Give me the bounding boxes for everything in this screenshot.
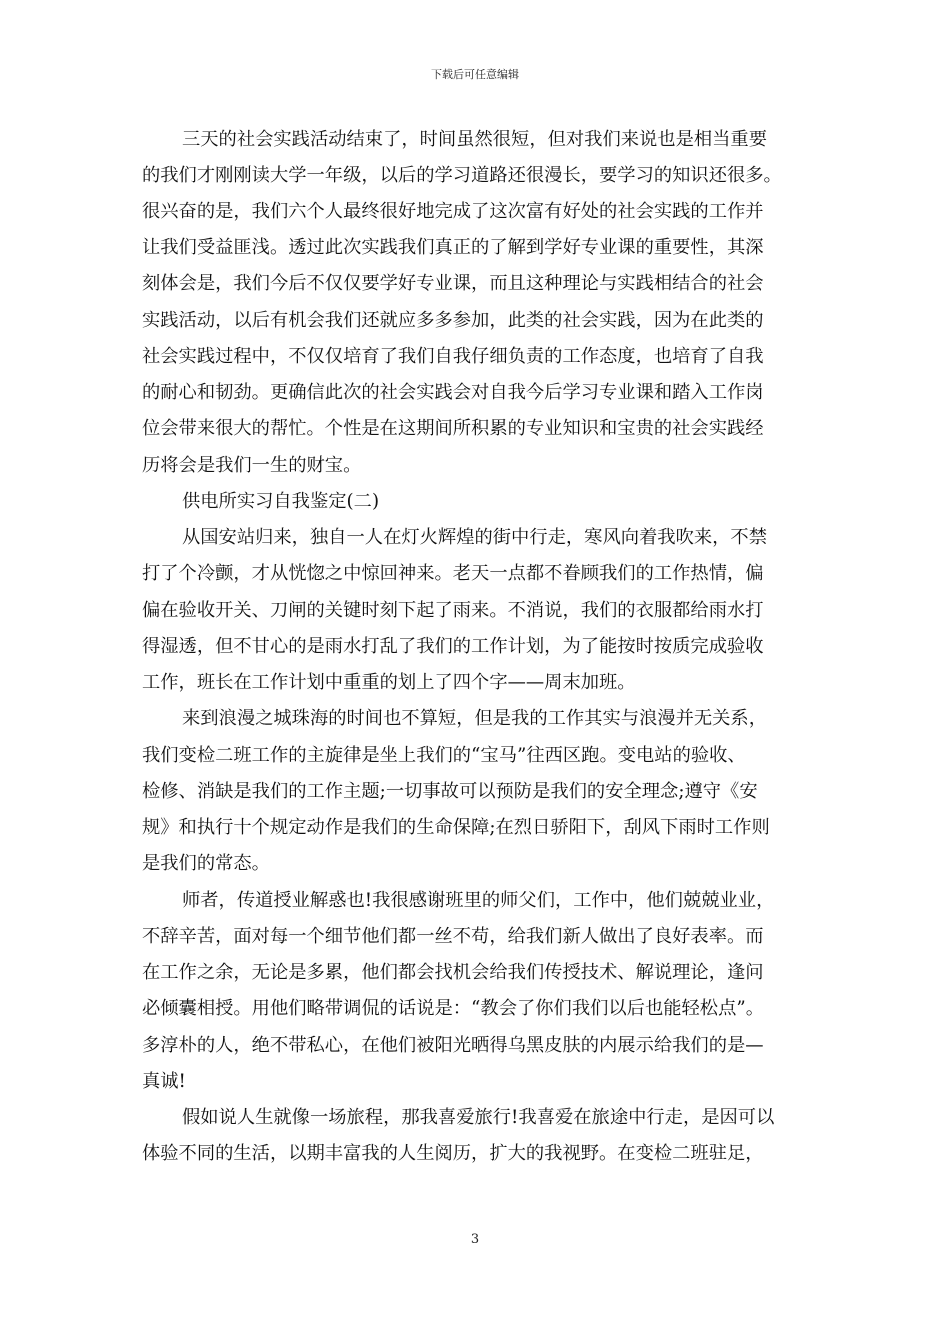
text-line: 刻体会是，我们今后不仅仅要学好专业课，而且这种理论与实践相结合的社会 (142, 273, 764, 294)
text-line: 位会带来很大的帮忙。个性是在这期间所积累的专业知识和宝贵的社会实践经 (142, 418, 764, 439)
page-header: 下载后可任意编辑 (431, 68, 519, 81)
text-line: 让我们受益匪浅。透过此次实践我们真正的了解到学好专业课的重要性，其深 (142, 237, 764, 258)
text-line: 体验不同的生活，以期丰富我的人生阅历，扩大的我视野。在变检二班驻足， (142, 1143, 764, 1164)
text-line: 真诚! (142, 1071, 186, 1092)
text-line: 工作，班长在工作计划中重重的划上了四个字——周末加班。 (142, 672, 636, 693)
text-line: 的耐心和韧劲。更确信此次的社会实践会对自我今后学习专业课和踏入工作岗 (142, 382, 764, 403)
text-line: 师者，传道授业解惑也!我很感谢班里的师父们，工作中，他们兢兢业业， (182, 890, 775, 911)
text-line: 必倾囊相授。用他们略带调侃的话说是：“教会了你们我们以后也能轻松点”。 (142, 998, 764, 1019)
text-line: 不辞辛苦，面对每一个细节他们都一丝不苟，给我们新人做出了良好表率。而 (142, 926, 764, 947)
text-line: 多淳朴的人，绝不带私心，在他们被阳光晒得乌黑皮肤的内展示给我们的是— (142, 1035, 764, 1056)
text-line: 得湿透，但不甘心的是雨水打乱了我们的工作计划，为了能按时按质完成验收 (142, 636, 764, 657)
text-line: 检修、消缺是我们的工作主题;一切事故可以预防是我们的安全理念;遵守《安 (142, 781, 758, 802)
text-line: 的我们才刚刚读大学一年级，以后的学习道路还很漫长，要学习的知识还很多。 (142, 165, 782, 186)
text-line: 是我们的常态。 (142, 853, 270, 874)
text-line: 偏在验收开关、刀闸的关键时刻下起了雨来。不消说，我们的衣服都给雨水打 (142, 600, 764, 621)
text-line: 很兴奋的是，我们六个人最终很好地完成了这次富有好处的社会实践的工作并 (142, 201, 764, 222)
section-heading: 供电所实习自我鉴定(二) (182, 491, 380, 512)
text-line: 来到浪漫之城珠海的时间也不算短，但是我的工作其实与浪漫并无关系， (182, 708, 767, 729)
text-line: 我们变检二班工作的主旋律是坐上我们的“宝马”往西区跑。变电站的验收、 (142, 745, 746, 766)
text-line: 在工作之余，无论是多累，他们都会找机会给我们传授技术、解说理论，逢问 (142, 962, 764, 983)
text-line: 打了个冷颤，才从恍惚之中惊回神来。老天一点都不眷顾我们的工作热情，偏 (142, 563, 764, 584)
text-line: 实践活动，以后有机会我们还就应多多参加，此类的社会实践，因为在此类的 (142, 310, 764, 331)
page-number: 3 (470, 1232, 480, 1247)
text-line: 社会实践过程中，不仅仅培育了我们自我仔细负责的工作态度，也培育了自我 (142, 346, 764, 367)
text-line: 从国安站归来，独自一人在灯火辉煌的街中行走，寒风向着我吹来，不禁 (182, 527, 767, 548)
text-line: 历将会是我们一生的财宝。 (142, 455, 362, 476)
text-line: 假如说人生就像一场旅程，那我喜爱旅行!我喜爱在旅途中行走，是因可以 (182, 1107, 775, 1128)
text-line: 三天的社会实践活动结束了，时间虽然很短，但对我们来说也是相当重要 (182, 129, 767, 150)
text-line: 规》和执行十个规定动作是我们的生命保障;在烈日骄阳下，刮风下雨时工作则 (142, 817, 770, 838)
